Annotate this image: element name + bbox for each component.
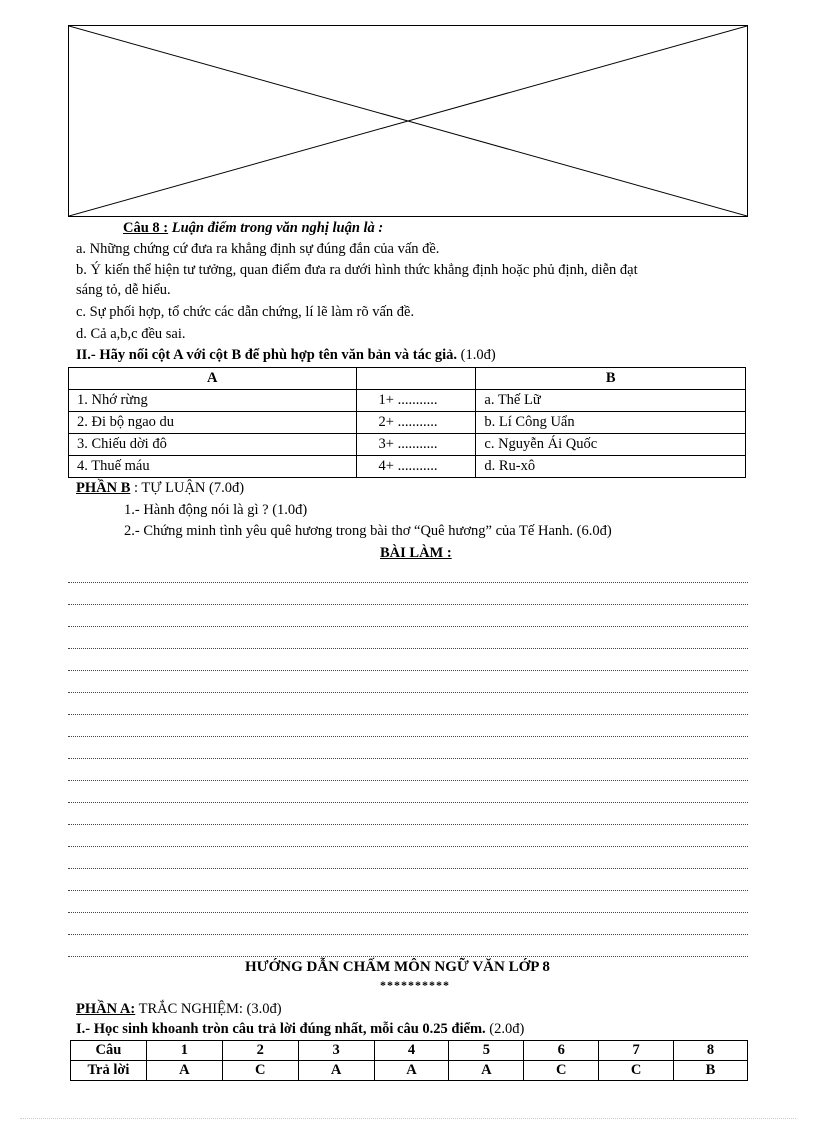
answer-cell: C bbox=[524, 1061, 599, 1081]
question-number: 2 bbox=[222, 1041, 298, 1061]
question-number: 1 bbox=[146, 1041, 222, 1061]
answer-line[interactable] bbox=[68, 604, 748, 605]
answer-cell: A bbox=[374, 1061, 449, 1081]
row-label: Câu bbox=[71, 1041, 147, 1061]
answer-cell: A bbox=[298, 1061, 374, 1081]
part-b-heading bbox=[76, 479, 244, 497]
table-row bbox=[69, 456, 746, 478]
answer-line[interactable] bbox=[68, 582, 748, 583]
part-b-label: PHẦN B bbox=[76, 480, 131, 496]
bai-lam-heading: BÀI LÀM : bbox=[380, 545, 452, 561]
answer-cell: C bbox=[599, 1061, 674, 1081]
answer-blank: 4+ ........... bbox=[356, 456, 476, 478]
q8-heading bbox=[123, 219, 383, 237]
answer-line[interactable] bbox=[68, 824, 748, 825]
answer-line[interactable] bbox=[68, 736, 748, 737]
question-number: 5 bbox=[449, 1041, 524, 1061]
col-a-cell: 1. Nhớ rừng bbox=[69, 390, 357, 412]
answer-blank: 1+ ........... bbox=[356, 390, 476, 412]
answer-key-stars: ********** bbox=[380, 978, 450, 992]
section2-title: II.- Hãy nối cột A với cột B để phù hợp tên văn bản và tác giả. bbox=[76, 347, 458, 363]
table-row bbox=[69, 390, 746, 412]
answer-cell: C bbox=[222, 1061, 298, 1081]
answer-line[interactable] bbox=[68, 912, 748, 913]
part-b-title: : TỰ LUẬN bbox=[130, 480, 206, 496]
part-a-title: TRẮC NGHIỆM: bbox=[135, 1001, 243, 1017]
table-row bbox=[69, 412, 746, 434]
answer-line[interactable] bbox=[68, 956, 748, 957]
part-b-points: (7.0đ) bbox=[205, 480, 245, 496]
q8-option-a: a. Những chứng cứ đưa ra khẳng định sự đúng đắn của vấn đề. bbox=[76, 241, 440, 257]
answer-cell: A bbox=[146, 1061, 222, 1081]
q8-label: Câu 8 : bbox=[123, 220, 169, 236]
part-a-label: PHẦN A: bbox=[76, 1001, 136, 1017]
q8-option-b-cont: sáng tỏ, dễ hiểu. bbox=[76, 282, 171, 298]
table-row bbox=[69, 434, 746, 456]
section2-points: (1.0đ) bbox=[457, 347, 496, 363]
answer-line[interactable] bbox=[68, 802, 748, 803]
part-a-points: (3.0đ) bbox=[242, 1001, 282, 1017]
part-a-heading bbox=[76, 1000, 282, 1018]
page-bottom-divider bbox=[20, 1118, 796, 1119]
broken-image-icon bbox=[69, 26, 747, 216]
q8-option-d: d. Cả a,b,c đều sai. bbox=[76, 326, 186, 342]
answer-key-title: HƯỚNG DẪN CHẤM MÔN NGỮ VĂN LỚP 8 bbox=[245, 959, 550, 975]
answer-blank: 2+ ........... bbox=[356, 412, 476, 434]
col-b-cell: d. Ru-xô bbox=[476, 456, 746, 478]
question-number: 4 bbox=[374, 1041, 449, 1061]
q8-option-c: c. Sự phối hợp, tổ chức các dẫn chứng, lí lẽ làm rõ vấn đề. bbox=[76, 304, 415, 320]
answer-line[interactable] bbox=[68, 868, 748, 869]
part-b-item-1: 1.- Hành động nói là gì ? (1.0đ) bbox=[124, 502, 308, 518]
answer-line[interactable] bbox=[68, 846, 748, 847]
part-b-item-2: 2.- Chứng minh tình yêu quê hương trong bài thơ “Quê hương” của Tế Hanh. (6.0đ) bbox=[124, 523, 612, 539]
q8-option-b: b. Ý kiến thể hiện tư tưởng, quan điểm đưa ra dưới hình thức khẳng định hoặc phủ định, diễn đạt bbox=[76, 262, 638, 278]
col-b-cell: b. Lí Công Uẩn bbox=[476, 412, 746, 434]
answer-line[interactable] bbox=[68, 692, 748, 693]
q8-question: Luận điểm trong văn nghị luận là : bbox=[168, 220, 384, 236]
answer-line[interactable] bbox=[68, 780, 748, 781]
answer-line[interactable] bbox=[68, 890, 748, 891]
question-number: 8 bbox=[674, 1041, 748, 1061]
matching-table bbox=[68, 367, 746, 478]
section1-title: I.- Học sinh khoanh tròn câu trả lời đúng nhất, mỗi câu 0.25 điểm. bbox=[76, 1021, 486, 1037]
answer-line[interactable] bbox=[68, 648, 748, 649]
col-a-header: A bbox=[69, 368, 357, 390]
col-a-cell: 2. Đi bộ ngao du bbox=[69, 412, 357, 434]
question-number: 3 bbox=[298, 1041, 374, 1061]
section2-heading bbox=[76, 346, 496, 364]
col-b-cell: c. Nguyễn Ái Quốc bbox=[476, 434, 746, 456]
answer-line[interactable] bbox=[68, 758, 748, 759]
table-row bbox=[71, 1061, 748, 1081]
answer-blank: 3+ ........... bbox=[356, 434, 476, 456]
image-placeholder bbox=[68, 25, 748, 217]
question-number: 6 bbox=[524, 1041, 599, 1061]
table-row bbox=[71, 1041, 748, 1061]
answer-line[interactable] bbox=[68, 626, 748, 627]
section1-heading bbox=[76, 1020, 524, 1038]
col-a-cell: 4. Thuế máu bbox=[69, 456, 357, 478]
answer-key-table bbox=[70, 1040, 748, 1081]
answer-line[interactable] bbox=[68, 934, 748, 935]
col-mid-header bbox=[356, 368, 476, 390]
col-b-cell: a. Thế Lữ bbox=[476, 390, 746, 412]
row-label: Trả lời bbox=[71, 1061, 147, 1081]
section1-points: (2.0đ) bbox=[485, 1021, 525, 1037]
col-b-header: B bbox=[476, 368, 746, 390]
answer-line[interactable] bbox=[68, 670, 748, 671]
answer-line[interactable] bbox=[68, 714, 748, 715]
col-a-cell: 3. Chiếu dời đô bbox=[69, 434, 357, 456]
answer-cell: A bbox=[449, 1061, 524, 1081]
answer-cell: B bbox=[674, 1061, 748, 1081]
question-number: 7 bbox=[599, 1041, 674, 1061]
